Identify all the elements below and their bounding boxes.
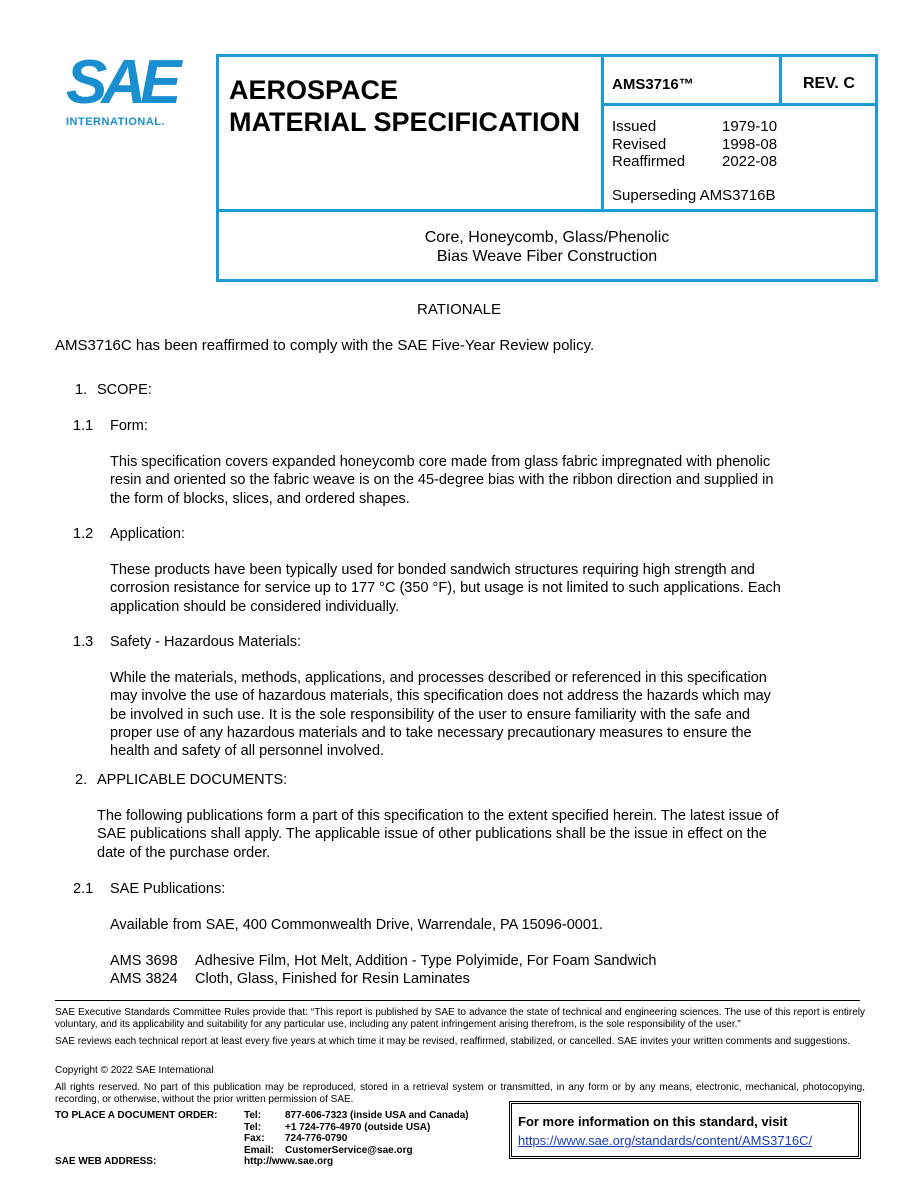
reference-title: Cloth, Glass, Finished for Resin Laminates: [195, 971, 470, 987]
section-1-1-title: Form:: [110, 418, 148, 434]
tel-label: Tel:: [244, 1110, 262, 1121]
header-divider-rev: [779, 54, 782, 105]
issued-date: 1979-10: [722, 118, 778, 135]
section-2-1-number: 2.1: [73, 881, 94, 897]
revised-label: Revised: [612, 135, 667, 153]
sae-logo: SAE: [66, 48, 176, 117]
more-info-title: For more information on this standard, visit: [518, 1114, 788, 1129]
rationale-text: AMS3716C has been reaffirmed to comply with the SAE Five-Year Review policy.: [55, 337, 595, 354]
superseding-note: Superseding AMS3716B: [612, 187, 776, 204]
section-1-3-number: 1.3: [73, 634, 94, 650]
tel-outside-usa[interactable]: +1 724-776-4970 (outside USA): [285, 1121, 431, 1133]
sae-logo-international: INTERNATIONAL.: [66, 116, 166, 128]
tel-inside-usa[interactable]: 877-606-7323 (inside USA and Canada): [285, 1110, 469, 1121]
more-info-link[interactable]: https://www.sae.org/standards/content/AMS3716C/: [518, 1133, 813, 1148]
section-2-text: The following publications form a part of this specification to the extent specified herein. The latest issue of SAE publications shall apply. The applicable issue of other publications shall be the issue in effect on the date of the purchase order.: [97, 808, 779, 861]
reference-title: Adhesive Film, Hot Melt, Addition - Type Polyimide, For Foam Sandwich: [195, 953, 657, 969]
section-1-1-number: 1.1: [73, 418, 94, 434]
reference-list-item: [110, 970, 470, 988]
section-1-3-text: While the materials, methods, applications, and processes described or referenced in this specification may involve the use of hazardous materials, this specification does not address the hazards which may be involved in such use. It is the sole responsibility of the user to ensure familiarity with the safe and proper use of any hazardous materials and to take necessary precautionary measures to ensure the health and safety of all personnel involved.: [110, 670, 771, 760]
reference-id: AMS 3824: [110, 971, 178, 987]
web-address[interactable]: http://www.sae.org: [244, 1156, 334, 1167]
section-1-2-text: These products have been typically used for bonded sandwich structures requiring high strength and corrosion resistance for service up to 177 °C (350 °F), but usage is not limited to such applications. Each application should be considered individually.: [110, 562, 781, 615]
subject-line-1: Core, Honeycomb, Glass/Phenolic: [424, 229, 670, 246]
reaffirmed-date: 2022-08: [722, 153, 778, 170]
reaffirmed-label: Reaffirmed: [612, 153, 686, 170]
revised-date: 1998-08: [722, 135, 778, 153]
section-2-1-text: Available from SAE, 400 Commonwealth Drive, Warrendale, PA 15096-0001.: [110, 917, 603, 933]
more-info-box: [509, 1101, 861, 1159]
order-label: TO PLACE A DOCUMENT ORDER:: [55, 1110, 218, 1121]
tel2-label: Tel:: [244, 1121, 262, 1133]
footer-divider: [55, 1000, 860, 1001]
title-line-1: AEROSPACE: [229, 75, 399, 105]
footer-rights-text: All rights reserved. No part of this publication may be reproduced, stored in a retrieval system or transmitted, in any form or by any means, electronic, mechanical, photocopying, recording, or otherwise, without the prior written permission of SAE.: [55, 1082, 865, 1105]
subject-line-2: Bias Weave Fiber Construction: [436, 248, 658, 265]
reference-id: AMS 3698: [110, 953, 178, 969]
section-1-1-text: This specification covers expanded honeycomb core made from glass fabric impregnated with phenolic resin and oriented so the fabric weave is on the 45-degree bias with the ribbon direction and supplied in the form of blocks, slices, and ordered shapes.: [110, 454, 774, 507]
section-2-title: APPLICABLE DOCUMENTS:: [97, 772, 288, 788]
document-type-title: [229, 74, 580, 138]
reference-list-item: [110, 952, 657, 970]
section-1-2-title: Application:: [110, 526, 185, 542]
ams-number: AMS3716™: [612, 76, 694, 93]
issued-label: Issued: [612, 118, 657, 135]
title-line-2: MATERIAL SPECIFICATION: [229, 107, 580, 137]
document-subject: [219, 228, 875, 266]
fax-number: 724-776-0790: [285, 1133, 348, 1144]
footer-review-text: SAE reviews each technical report at least every five years at which time it may be revised, reaffirmed, stabilized, or cancelled. SAE invites your written comments and suggestions.: [55, 1036, 851, 1047]
revision-label: REV. C: [803, 75, 855, 92]
section-2-1-title: SAE Publications:: [110, 881, 226, 897]
section-1-title: SCOPE:: [97, 382, 152, 398]
fax-label: Fax:: [244, 1133, 265, 1144]
section-2-number: 2.: [75, 772, 88, 788]
section-1-3-title: Safety - Hazardous Materials:: [110, 634, 301, 650]
footer-copyright: Copyright © 2022 SAE International: [55, 1065, 214, 1076]
header-divider-vertical: [601, 54, 604, 211]
section-1-2-number: 1.2: [73, 526, 94, 542]
email-address[interactable]: CustomerService@sae.org: [285, 1144, 413, 1156]
order-contacts: [244, 1110, 469, 1168]
rationale-heading: RATIONALE: [417, 301, 501, 318]
header-divider-horizontal: [216, 209, 878, 212]
web-address-label: SAE WEB ADDRESS:: [55, 1156, 157, 1167]
document-dates: [612, 118, 777, 171]
footer-rules-text: SAE Executive Standards Committee Rules provide that: “This report is published by SAE to advance the state of technical and engineering sciences. The use of this report is entirely voluntary, and its applicability and suitability for any particular use, including any patent infringement arising therefrom, is the sole responsibility of the user.”: [55, 1007, 865, 1030]
email-label: Email:: [244, 1144, 275, 1156]
section-1-number: 1.: [75, 382, 88, 398]
header-divider-ams: [601, 103, 878, 106]
